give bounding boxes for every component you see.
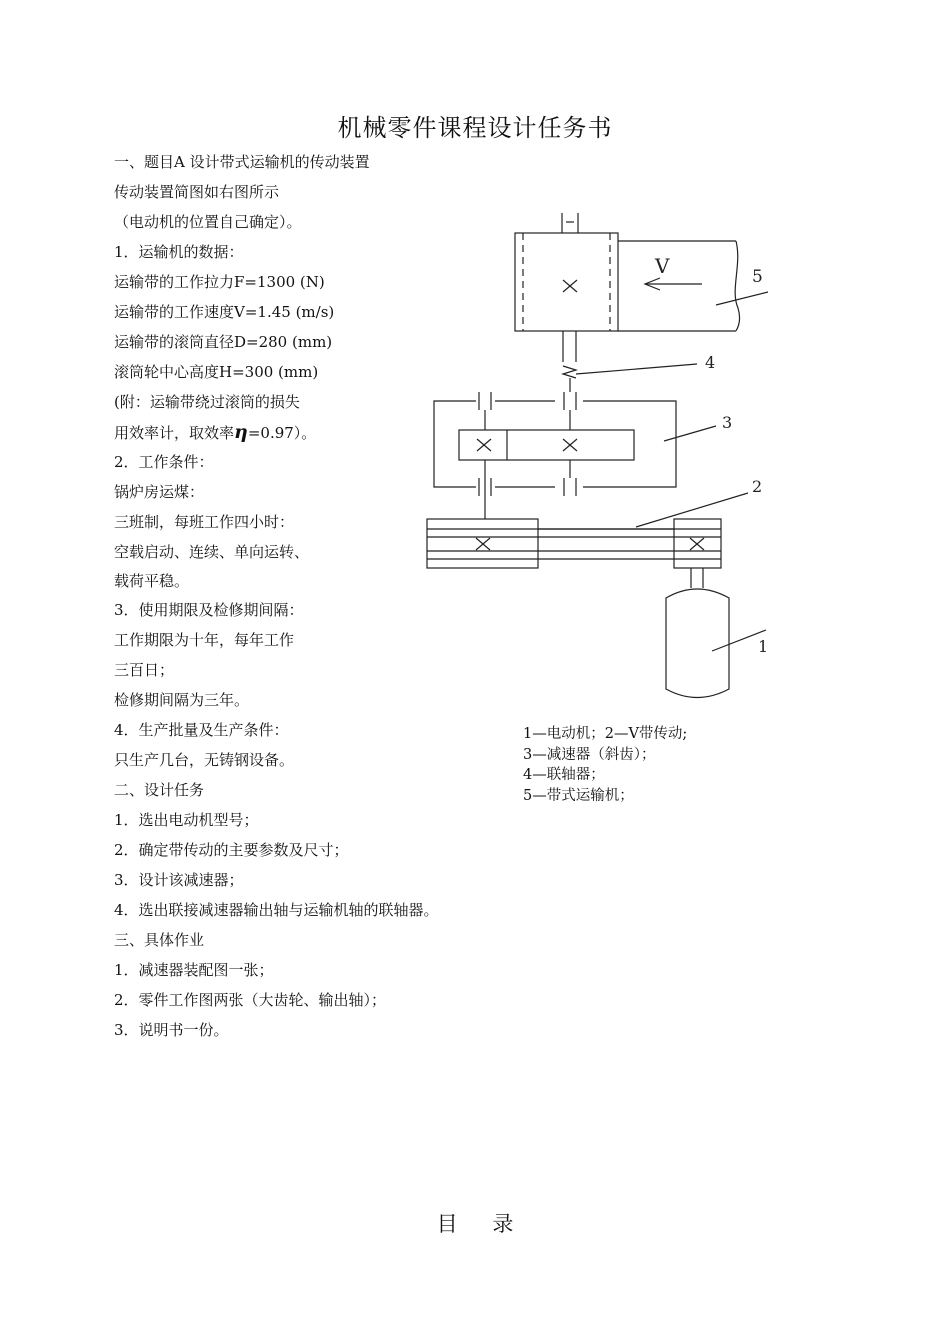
text-line: 三百日；	[114, 661, 175, 679]
text-line: 3．说明书一份。	[114, 1021, 229, 1039]
text-line: 锅炉房运煤：	[114, 483, 205, 501]
text-line: 3．设计该减速器；	[114, 871, 244, 889]
text-line: 1．选出电动机型号；	[114, 811, 259, 829]
coupling-symbol	[563, 366, 576, 378]
part-label-5: 5	[752, 267, 763, 287]
reducer-housing	[434, 401, 476, 487]
efficiency-suffix: =0.97）。	[247, 424, 317, 442]
text-line: 载荷平稳。	[114, 572, 190, 590]
text-line: 2．工作条件：	[114, 453, 214, 471]
leader-5	[716, 292, 768, 305]
belt-break-line	[735, 241, 739, 331]
leader-4	[576, 364, 697, 374]
table-of-contents-heading	[0, 1208, 950, 1238]
text-line: 运输带的滚筒直径D=280 (mm)	[114, 333, 333, 351]
legend-line: 5—带式运输机；	[523, 788, 634, 804]
electric-motor	[666, 589, 729, 698]
leader-2	[636, 493, 748, 527]
text-line: 2．确定带传动的主要参数及尺寸；	[114, 841, 349, 859]
efficiency-prefix: 用效率计，取效率	[114, 424, 235, 442]
section-2-heading: 二、设计任务	[114, 781, 205, 799]
text-line: 运输带的工作拉力F=1300 (N)	[114, 273, 325, 291]
text-line: 运输带的工作速度V=1.45 (m/s)	[114, 303, 335, 321]
legend-line: 4—联轴器；	[523, 767, 605, 783]
leader-3	[664, 426, 716, 441]
text-line: 2．零件工作图两张（大齿轮、输出轴）；	[114, 991, 387, 1009]
text-line: (附：运输带绕过滚筒的损失	[114, 393, 300, 411]
part-label-1: 1	[758, 637, 769, 656]
part-label-4: 4	[705, 353, 716, 372]
toc-label: 目 录	[436, 1212, 514, 1236]
text-line: 滚筒轮中心高度H=300 (mm)	[114, 363, 319, 381]
conveyor-drum	[515, 233, 618, 331]
text-line: 1．运输机的数据：	[114, 243, 244, 261]
text-line: （电动机的位置自己确定）。	[114, 213, 302, 231]
part-label-2: 2	[752, 477, 763, 496]
text-line: 4．生产批量及生产条件：	[114, 721, 289, 739]
text-line: 检修期间隔为三年。	[114, 691, 250, 709]
part-label-3: 3	[722, 413, 733, 432]
text-line: 3．使用期限及检修期间隔：	[114, 601, 304, 619]
legend-line: 1—电动机；2—V带传动;	[523, 726, 688, 742]
eta-symbol: η	[234, 421, 248, 443]
section-3-heading: 三、具体作业	[114, 931, 205, 949]
text-line: 工作期限为十年，每年工作	[114, 631, 295, 649]
text-line: 传动装置简图如右图所示	[114, 183, 280, 201]
gear-pair	[459, 430, 634, 460]
text-line: 只生产几台，无铸钢设备。	[114, 751, 295, 769]
text-line: 4．选出联接减速器输出轴与运输机轴的联轴器。	[114, 901, 439, 919]
text-line: 1．减速器装配图一张；	[114, 961, 274, 979]
reducer-housing	[583, 401, 676, 487]
text-line: 三班制，每班工作四小时：	[114, 513, 295, 531]
velocity-label: V	[655, 254, 670, 278]
legend-line: 3—减速器（斜齿）；	[523, 747, 656, 763]
document-title: 机械零件课程设计任务书	[337, 114, 613, 142]
section-1-heading: 一、题目A 设计带式运输机的传动装置	[114, 153, 370, 171]
text-line: 空载启动、连续、单向运转、	[114, 543, 310, 561]
